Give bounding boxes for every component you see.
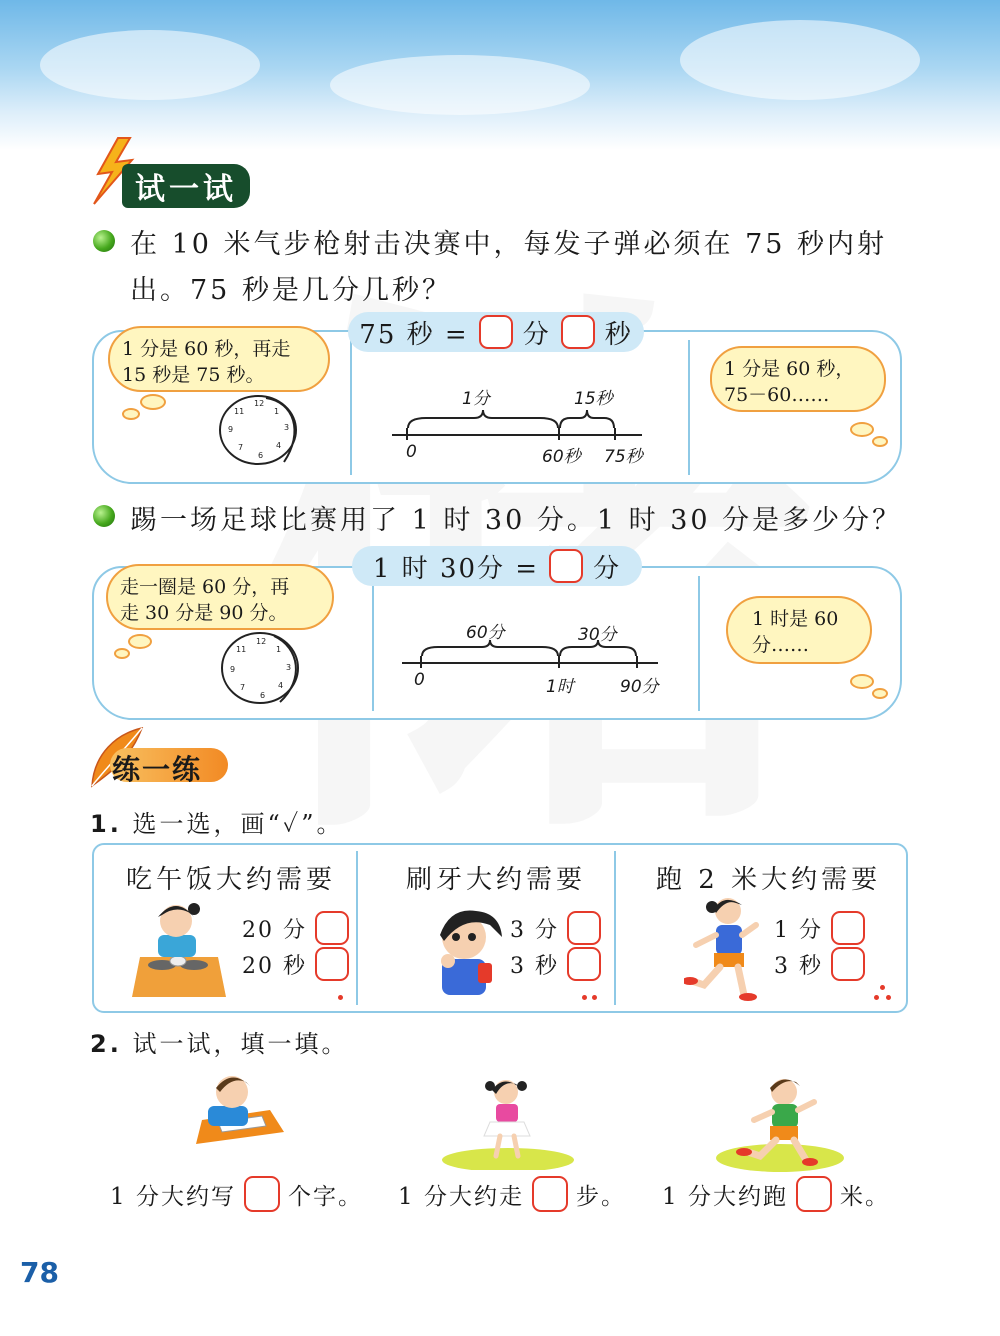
bullet-icon [93,230,115,252]
check-box[interactable] [831,947,865,981]
tick-label: 75秒 [604,447,643,467]
panel-divider [350,340,352,475]
answer-box[interactable] [479,315,513,349]
page-number: 78 [20,1256,59,1289]
exercise2-heading [90,1024,348,1059]
equation-unit-minutes: 分 [522,319,551,350]
problem1-equation [348,312,644,352]
bubble-line: 1 分是 60 秒， [724,358,855,380]
section-title-practice-text: 练一练 [112,753,203,786]
fill-item [398,1176,626,1212]
panel-divider [688,340,690,475]
boy-running-icon [714,1074,848,1172]
fill-text: 米。 [839,1183,890,1210]
exercise-number: 1. [90,810,122,838]
option-label: 20 分 [242,917,307,943]
problem1-question-line2: 出。75 秒是几分几秒？ [130,275,452,306]
svg-text:4: 4 [276,441,282,450]
choice-card [94,845,356,1011]
bubble-tail [850,674,874,689]
equation-unit-minutes: 分 [593,553,622,584]
thought-bubble-right [726,596,872,664]
line-label: 1分 [462,389,490,409]
svg-text:9: 9 [228,425,234,434]
problem2-equation [352,546,642,586]
bubble-line: 15 秒是 75 秒。 [122,364,265,386]
bubble-line: 75－60…… [724,384,830,406]
thought-bubble-left [106,564,334,630]
option-row [242,911,349,945]
equation-left: 1 时 30分 = [372,553,540,584]
card-title: 跑 2 米大约需要 [656,865,882,895]
section-title-try-text: 试一试 [135,172,237,207]
panel-divider [698,576,700,711]
svg-text:4: 4 [278,681,284,690]
tick-label: 60秒 [542,447,581,467]
svg-text:12: 12 [256,637,267,646]
equation-unit-seconds: 秒 [604,319,633,350]
bubble-tail [114,648,130,659]
line-label: 60分 [466,623,505,643]
bubble-line: 1 分是 60 秒，再走 [122,338,291,360]
check-box[interactable] [567,947,601,981]
fill-text: 步。 [575,1183,626,1210]
tick-label: 90分 [620,677,659,697]
girl-walking-icon [440,1074,576,1170]
bubble-tail [872,688,888,699]
panel-divider [372,576,374,711]
choice-card [614,845,906,1011]
thought-bubble-right [710,346,886,412]
number-line [402,662,658,664]
difficulty-dot-icon [886,995,891,1000]
answer-box[interactable] [561,315,595,349]
tick-label: 0 [406,442,417,462]
answer-box[interactable] [796,1176,832,1212]
clock-icon [214,628,308,708]
section-title-try [122,164,250,208]
bubble-line: 走 30 分是 90 分。 [120,602,288,624]
tick-label: 0 [414,670,425,690]
thought-bubble-left [108,326,330,392]
bubble-tail [140,394,166,410]
boy-writing-icon [192,1072,292,1148]
check-box[interactable] [315,947,349,981]
bubble-line: 1 时是 60 [752,608,839,630]
girl-running-icon [684,895,764,1005]
option-row [242,947,349,981]
option-label: 3 分 [510,917,559,943]
choice-card [356,845,614,1011]
bullet-icon [93,505,115,527]
bubble-line: 走一圈是 60 分，再 [120,576,290,598]
exercise-number: 2. [90,1030,122,1058]
bubble-tail [850,422,874,437]
option-label: 20 秒 [242,953,307,979]
svg-text:11: 11 [234,407,245,416]
svg-text:1: 1 [276,645,282,654]
fill-text: 1 分大约写 [110,1183,236,1210]
line-label: 30分 [578,625,617,645]
option-label: 3 秒 [774,953,823,979]
fill-item [662,1176,890,1212]
difficulty-dot-icon [874,995,879,1000]
svg-text:7: 7 [240,683,246,692]
svg-text:3: 3 [286,663,292,672]
brace-icon [406,408,560,430]
answer-box[interactable] [532,1176,568,1212]
girl-eating-icon [124,899,234,999]
difficulty-dot-icon [338,995,343,1000]
difficulty-dot-icon [880,985,885,990]
exercise-instruction: 试一试，填一填。 [132,1030,349,1058]
fill-text: 1 分大约跑 [662,1183,788,1210]
exercise1-cards [92,843,908,1013]
equation-left: 75 秒 = [359,319,469,350]
difficulty-dot-icon [582,995,587,1000]
card-title: 吃午饭大约需要 [126,865,337,895]
sky-background [0,0,1000,150]
clock-icon [214,392,306,470]
tick-label: 1时 [546,677,574,697]
bubble-tail [872,436,888,447]
exercise-instruction: 选一选，画“✓”。 [132,810,344,838]
option-label: 1 分 [774,917,823,943]
svg-text:1: 1 [274,407,280,416]
option-row [774,911,865,945]
fill-item [110,1176,363,1212]
problem1-question-line1: 在 10 米气步枪射击决赛中，每发子弹必须在 75 秒内射 [130,229,888,260]
brace-icon [558,408,616,430]
option-row [510,947,601,981]
exercise1-heading [90,804,344,839]
option-row [510,911,601,945]
check-box[interactable] [831,911,865,945]
problem2-question: 踢一场足球比赛用了 1 时 30 分。1 时 30 分是多少分？ [130,505,903,536]
svg-text:12: 12 [254,399,265,408]
card-title: 刷牙大约需要 [406,865,587,895]
svg-text:9: 9 [230,665,236,674]
svg-text:3: 3 [284,423,290,432]
bubble-line: 分…… [752,634,810,656]
bubble-tail [128,634,152,649]
check-box[interactable] [567,911,601,945]
check-box[interactable] [315,911,349,945]
svg-text:7: 7 [238,443,244,452]
line-label: 15秒 [574,389,613,409]
girl-brushing-teeth-icon [420,901,510,997]
svg-text:6: 6 [260,691,266,700]
svg-text:11: 11 [236,645,247,654]
option-row [774,947,865,981]
answer-box[interactable] [549,549,583,583]
answer-box[interactable] [244,1176,280,1212]
number-line [392,434,642,436]
difficulty-dot-icon [592,995,597,1000]
bubble-tail [122,408,140,420]
fill-text: 1 分大约走 [398,1183,524,1210]
svg-text:6: 6 [258,451,264,460]
fill-text: 个字。 [287,1183,363,1210]
option-label: 3 秒 [510,953,559,979]
